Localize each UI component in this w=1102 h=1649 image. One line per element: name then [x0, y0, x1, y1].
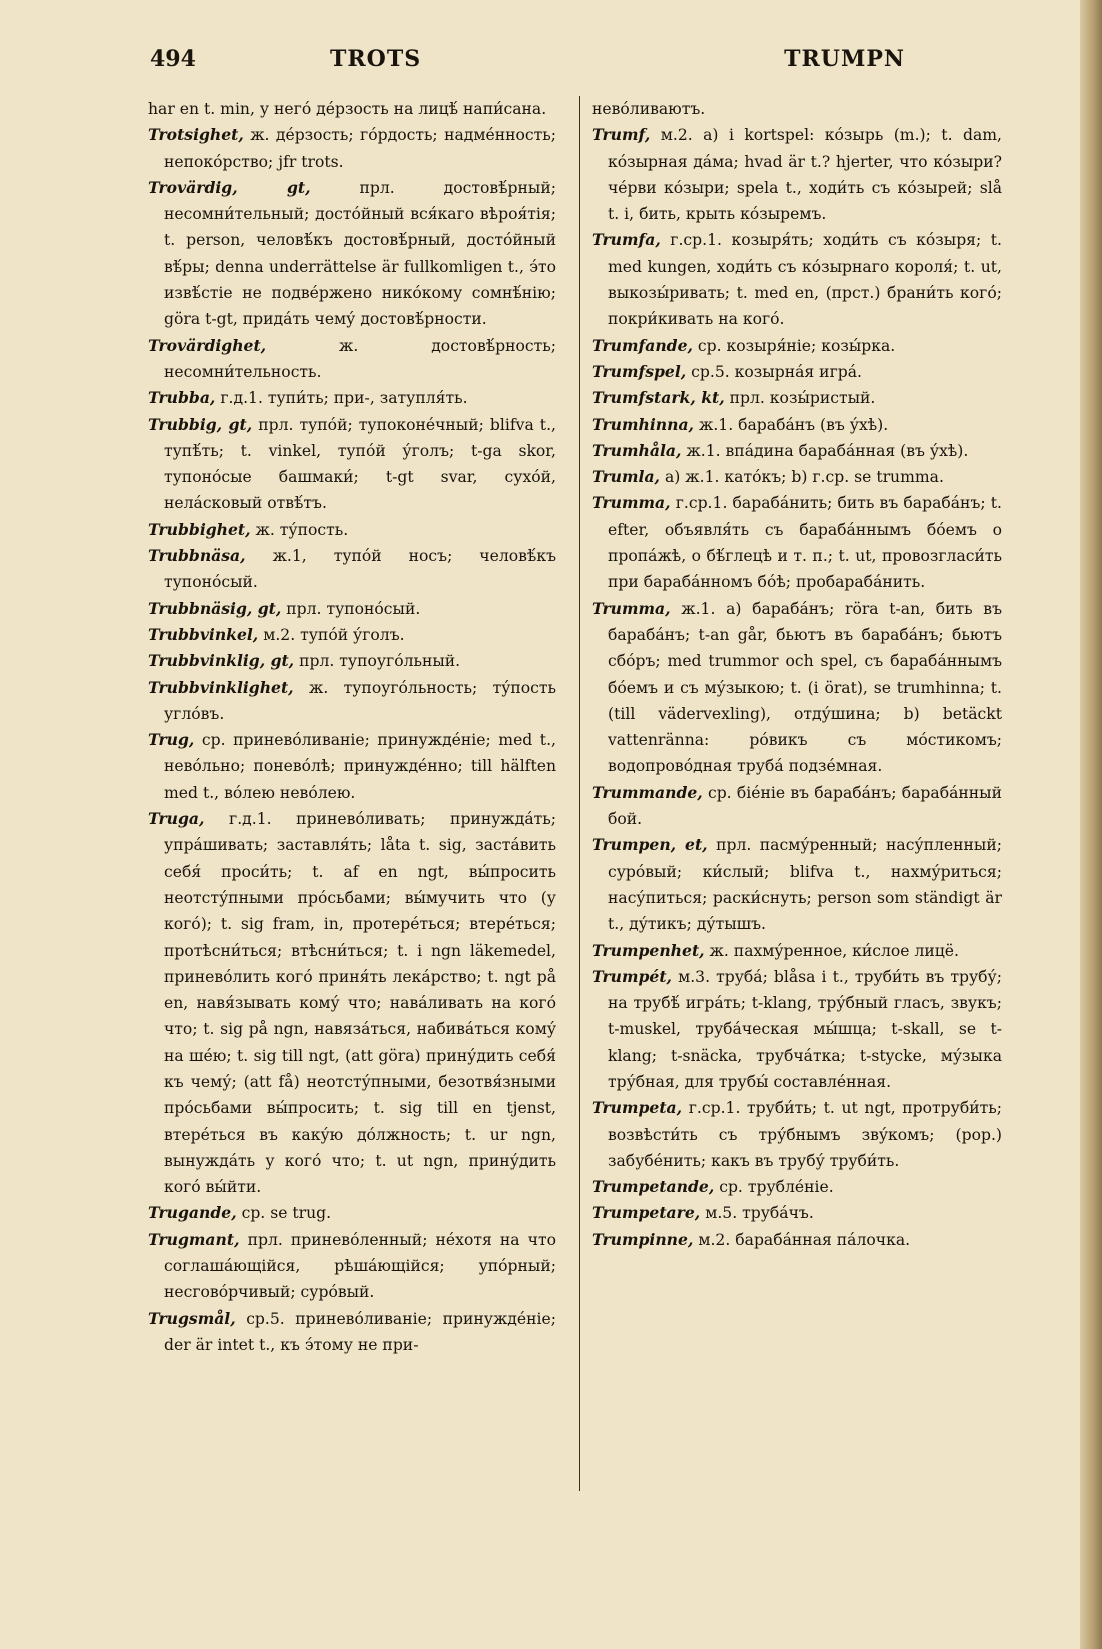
dictionary-entry	[148, 333, 556, 386]
dictionary-entry	[148, 806, 556, 1200]
entry-headword: Trumpét,	[592, 966, 672, 986]
entry-headword: Trumpetande,	[592, 1177, 715, 1197]
dictionary-entry	[148, 1306, 556, 1359]
entry-text: ж. ту́пость.	[255, 520, 349, 539]
dictionary-entry	[148, 517, 556, 543]
entry-text: ж.1. впа́дина бараба́нная (въ у́хѣ).	[686, 441, 969, 460]
entry-headword: Trummande,	[592, 782, 703, 802]
left-guide-word: TROTS	[330, 46, 422, 72]
entry-text: г.ср.1. бараба́нить; бить въ бараба́нъ; t. efter, объявля́ть съ бараба́ннымъ бо́емъ о пропа́жѣ, о бѣ́глецѣ и т. п.; t. ut, провозгласи́ть при бараба́нномъ бо́ѣ; пробараба́нить.	[608, 494, 1002, 592]
dictionary-entry	[148, 412, 556, 517]
entry-text: нево́ливаютъ.	[592, 100, 706, 118]
dictionary-entry	[592, 832, 1002, 937]
entry-headword: Trubbnäsig, gt,	[148, 598, 282, 618]
dictionary-entry	[592, 1095, 1002, 1174]
entry-headword: Trubbvinklighet,	[148, 677, 294, 697]
dictionary-entry	[148, 1227, 556, 1306]
dictionary-entry	[592, 385, 1002, 411]
right-column	[592, 96, 1002, 1253]
entry-headword: Trugsmål,	[148, 1308, 236, 1328]
dictionary-entry	[148, 727, 556, 806]
dictionary-entry	[148, 122, 556, 175]
dictionary-entry	[592, 938, 1002, 964]
dictionary-entry	[592, 780, 1002, 833]
entry-text: м.3. труба́; blåsa i t., труби́ть въ трубу́; на трубѣ́ игра́ть; t-klang, тру́бный гласъ, звукъ; t-muskel, труба́ческая мы́шца; t-skall, se t-klang; t-snäcka, трубча́тка; t-stycke, му́зыка тру́бная, для трубы́ составле́нная.	[608, 967, 1002, 1091]
entry-text: ср. біе́ніе въ бараба́нъ; бараба́нный бой.	[608, 783, 1002, 829]
entry-headword: Trumfande,	[592, 335, 693, 355]
entry-headword: Trubbvinkel,	[148, 624, 259, 644]
entry-headword: Trubbnäsa,	[148, 546, 246, 566]
entry-headword: Trumfstark, kt,	[592, 388, 725, 408]
entry-headword: Trovärdighet,	[148, 335, 267, 355]
dictionary-entry	[592, 464, 1002, 490]
entry-text: a) ж.1. като́къ; b) г.ср. se trumma.	[664, 468, 944, 487]
entry-headword: Trumf,	[592, 125, 651, 145]
dictionary-entry	[592, 964, 1002, 1095]
entry-text: ж.1, тупо́й носъ; человѣ́къ тупоно́сый.	[164, 547, 556, 592]
entry-text: м.2. бараба́нная па́лочка.	[698, 1230, 911, 1249]
dictionary-entry	[148, 596, 556, 622]
dictionary-entry	[148, 543, 556, 596]
column-divider	[579, 96, 580, 1491]
entry-headword: Trubbvinklig, gt,	[148, 651, 295, 671]
entry-text: прл. пасму́ренный; насу́пленный; суро́вый; ки́слый; blifva t., нахму́риться; насу́питься; раски́снуть; person som ständigt är t., ду́тикъ; ду́тышъ.	[608, 836, 1002, 934]
entry-headword: Trumpeta,	[592, 1098, 683, 1118]
entry-text: ж. достовѣ́рность; несомни́тельность.	[164, 336, 556, 381]
right-guide-word: TRUMPN	[784, 46, 905, 72]
dictionary-entry	[148, 675, 556, 728]
dictionary-entry	[592, 1227, 1002, 1253]
entry-headword: Trumhåla,	[592, 440, 682, 460]
entry-text: ж. де́рзость; го́рдость; надме́нность; непоко́рство; jfr trots.	[164, 126, 556, 171]
entry-text: г.д.1. принево́ливать; принужда́ть; упра́шивать; заставля́ть; låta t. sig, заста́вить себя́ проси́ть; t. af en ngt, вы́просить неотсту́пными про́сьбами; вы́мучить что (у кого́); t. sig fram, in, протере́ться; втере́ться; протѣсни́ться; втѣсни́ться; t. i ngn läkemedel, принево́лить кого́ приня́ть лека́рство; t. ngt på en, навя́зывать кому́ что; нава́ливать на кого́ что; t. sig på ngn, навяза́ться, набива́ться кому́ на ше́ю; t. sig till ngt, (att göra) прину́дить себя́ къ чему́; (att få) неотсту́пными, безотвя́зными про́сьбами вы́просить; t. sig till en tjenst, втере́ться въ каку́ю до́лжность; t. ur ngn, вынужда́ть у кого́ что; t. ut ngn, прину́дить кого́ вы́йти.	[164, 810, 556, 1197]
entry-headword: Trumfspel,	[592, 361, 687, 381]
dictionary-entry	[592, 96, 1002, 122]
entry-text: har en t. min, у него́ де́рзость на лицѣ́ напи́сана.	[148, 100, 547, 118]
dictionary-entry	[592, 359, 1002, 385]
dictionary-entry	[592, 1174, 1002, 1200]
entry-text: м.2. a) i kortspel: ко́зырь (m.); t. dam, ко́зырная да́ма; hvad är t.? hjerter, что ко́зыри? че́рви ко́зыри; spela t., ходи́ть съ ко́зырей; slå t. i, бить, крыть ко́зыремъ.	[608, 126, 1002, 224]
entry-headword: Trubba,	[148, 388, 216, 408]
entry-text: ср. козыря́ніе; козы́рка.	[697, 336, 896, 355]
entry-headword: Truga,	[148, 809, 205, 829]
left-column	[148, 96, 556, 1358]
entry-headword: Trug,	[148, 730, 195, 750]
dictionary-entry	[148, 622, 556, 648]
entry-headword: Trumhinna,	[592, 414, 694, 434]
entry-text: м.5. труба́чъ.	[705, 1204, 814, 1223]
entry-headword: Trumla,	[592, 467, 660, 487]
dictionary-entry	[148, 1200, 556, 1226]
entry-text: прл. тупоуго́льный.	[299, 652, 461, 671]
entry-headword: Trugande,	[148, 1203, 237, 1223]
dictionary-entry	[148, 175, 556, 333]
dictionary-entry	[592, 122, 1002, 227]
entry-text: прл. тупоно́сый.	[286, 599, 421, 618]
entry-text: г.д.1. тупи́ть; при-, затупля́ть.	[220, 389, 468, 408]
entry-headword: Trumpinne,	[592, 1229, 694, 1249]
entry-headword: Trumfa,	[592, 230, 661, 250]
page-spine-shadow	[1080, 0, 1102, 1649]
entry-headword: Trubbighet,	[148, 519, 251, 539]
dictionary-entry	[592, 333, 1002, 359]
entry-headword: Trumpetare,	[592, 1203, 701, 1223]
entry-text: г.ср.1. труби́ть; t. ut ngt, протруби́ть; возвѣсти́ть съ тру́бнымъ зву́комъ; (рор.) забубе́нить; какъ въ трубу́ труби́ть.	[608, 1099, 1002, 1170]
entry-text: ж. пахму́ренное, ки́слое лицё.	[709, 941, 959, 960]
entry-text: прл. козы́ристый.	[729, 389, 876, 408]
entry-headword: Trumma,	[592, 598, 671, 618]
entry-text: ср. трубле́ніе.	[719, 1178, 834, 1197]
entry-headword: Trotsighet,	[148, 125, 244, 145]
entry-headword: Trugmant,	[148, 1229, 240, 1249]
dictionary-entry	[592, 1200, 1002, 1226]
page-number: 494	[150, 46, 196, 72]
entry-headword: Trumpen, et,	[592, 835, 708, 855]
dictionary-entry	[148, 385, 556, 411]
entry-text: прл. тупо́й; тупоконе́чный; blifva t., тупѣ́ть; t. vinkel, тупо́й у́голъ; t-ga skor, тупоно́сые башмаки́; t-gt svar, сухо́й, нела́сковый отвѣ́тъ.	[164, 415, 556, 513]
entry-text: м.2. тупо́й у́голъ.	[263, 625, 405, 644]
dictionary-entry	[592, 596, 1002, 780]
entry-text: прл. достовѣ́рный; несомни́тельный; досто́йный вся́каго вѣроя́тія; t. person, человѣ́къ достовѣ́рный, досто́йный вѣ́ры; denna underrättelse är fullkomligen t., э́то извѣ́стіе не подве́ржено нико́кому сомнѣ́нію; göra t-gt, прида́ть чему́ достовѣ́рности.	[164, 178, 556, 329]
dictionary-entry	[148, 648, 556, 674]
dictionary-entry	[592, 438, 1002, 464]
entry-headword: Trubbig, gt,	[148, 414, 253, 434]
dictionary-entry	[592, 227, 1002, 332]
entry-headword: Trovärdig, gt,	[148, 177, 311, 197]
entry-text: г.ср.1. козыря́ть; ходи́ть съ ко́зыря; t. med kungen, ходи́ть съ ко́зырнаго короля́; t. ut, выкозы́ривать; t. med en, (прст.) брани́ть кого́; покри́кивать на кого́.	[608, 231, 1002, 329]
dictionary-entry	[592, 490, 1002, 595]
entry-text: ж.1. a) бараба́нъ; röra t-an, бить въ бараба́нъ; t-an går, бьютъ въ бараба́нъ; бьютъ сбо́ръ; med trummor och spel, съ бараба́ннымъ бо́емъ и съ му́зыкою; t. (i örat), se trumhinna; t. (till vädervexling), отду́шина; b) betäckt vattenränna: ро́викъ съ мо́стикомъ; водопрово́дная труба́ подзе́мная.	[608, 599, 1002, 776]
page-header	[150, 46, 905, 82]
entry-text: ср. se trug.	[241, 1204, 332, 1223]
entry-headword: Trumpenhet,	[592, 940, 705, 960]
entry-text: ж. тупоуго́льность; ту́пость угло́въ.	[164, 678, 556, 723]
entry-text: ср. принево́ливаніе; принужде́ніе; med t., нево́льно; понево́лѣ; принужде́нно; till hälften med t., во́лею нево́лею.	[164, 731, 556, 802]
entry-text: ж.1. бараба́нъ (въ у́хѣ).	[698, 415, 889, 434]
dictionary-entry	[148, 96, 556, 122]
entry-text: ср.5. козырна́я игра́.	[691, 362, 862, 381]
entry-text: ср.5. принево́ливаніе; принужде́ніе; der är intet t., къ э́тому не при-	[164, 1309, 556, 1354]
dictionary-entry	[592, 412, 1002, 438]
entry-text: прл. принево́ленный; не́хотя на что соглаша́ющійся, рѣша́ющійся; упо́рный; несгово́рчивый; суро́вый.	[164, 1230, 556, 1302]
entry-headword: Trumma,	[592, 493, 671, 513]
